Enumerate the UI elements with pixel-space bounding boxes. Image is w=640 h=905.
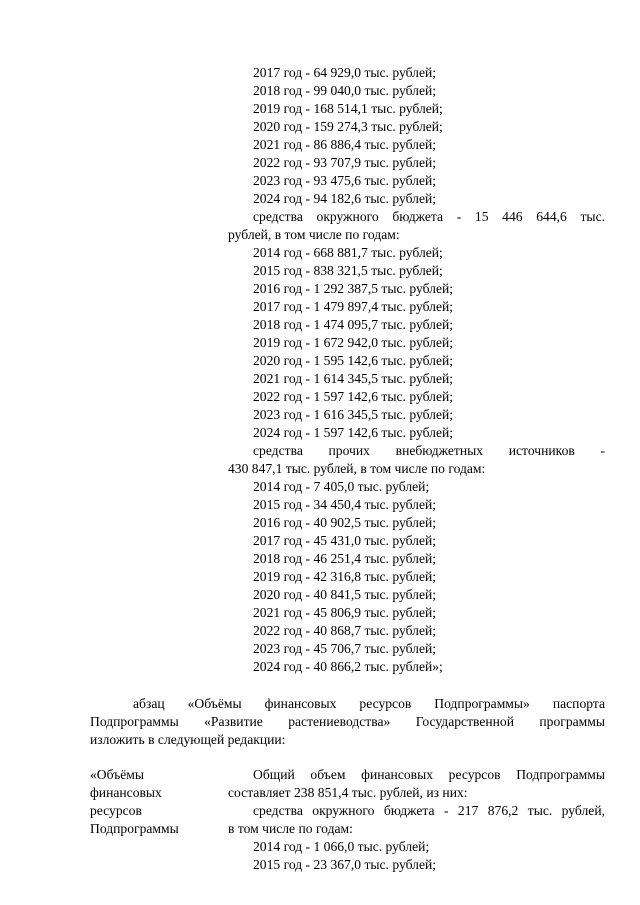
list-item: 2016 год - 40 902,5 тыс. рублей; <box>253 515 437 530</box>
list-item: 2014 год - 7 405,0 тыс. рублей; <box>253 479 430 494</box>
list-item: 2021 год - 45 806,9 тыс. рублей; <box>253 605 437 620</box>
list-item: 2022 год - 1 597 142,6 тыс. рублей; <box>253 389 454 404</box>
table-left-cell: ресурсов <box>90 803 142 818</box>
list-item: 2014 год - 668 881,7 тыс. рублей; <box>253 245 443 260</box>
abzac-line3: изложить в следующей редакции: <box>90 732 286 747</box>
list-item: 2015 год - 34 450,4 тыс. рублей; <box>253 497 437 512</box>
list-item: 2017 год - 64 929,0 тыс. рублей; <box>253 65 437 80</box>
list-item: 2021 год - 1 614 345,5 тыс. рублей; <box>253 371 454 386</box>
table-right-line4: в том числе по годам: <box>228 821 353 836</box>
list-item: 2017 год - 45 431,0 тыс. рублей; <box>253 533 437 548</box>
list-item: 2023 год - 93 475,6 тыс. рублей; <box>253 173 437 188</box>
okrug-intro-line2: рублей, в том числе по годам: <box>228 227 400 242</box>
list-item: 2014 год - 1 066,0 тыс. рублей; <box>253 839 430 854</box>
list-item: 2022 год - 40 868,7 тыс. рублей; <box>253 623 437 638</box>
list-item: 2020 год - 159 274,3 тыс. рублей; <box>253 119 443 134</box>
table-right-line3: средства окружного бюджета - 217 876,2 тыс. рублей, <box>253 803 605 818</box>
list-item: 2018 год - 99 040,0 тыс. рублей; <box>253 83 437 98</box>
table-left-cell: Подпрограммы <box>90 821 179 836</box>
vnebud-intro-line1: средства прочих внебюджетных источников - <box>253 443 605 458</box>
list-item: 2015 год - 838 321,5 тыс. рублей; <box>253 263 443 278</box>
table-right-line1: Общий объем финансовых ресурсов Подпрограммы <box>253 767 605 782</box>
list-item: 2018 год - 1 474 095,7 тыс. рублей; <box>253 317 454 332</box>
list-item: 2019 год - 42 316,8 тыс. рублей; <box>253 569 437 584</box>
table-left-cell: «Объёмы <box>90 767 144 782</box>
list-item: 2023 год - 1 616 345,5 тыс. рублей; <box>253 407 454 422</box>
list-item: 2023 год - 45 706,7 тыс. рублей; <box>253 641 437 656</box>
list-item: 2018 год - 46 251,4 тыс. рублей; <box>253 551 437 566</box>
table-left-cell: финансовых <box>90 785 162 800</box>
abzac-line2: Подпрограммы «Развитие растениеводства» Государственной программы <box>90 714 605 729</box>
list-item: 2015 год - 23 367,0 тыс. рублей; <box>253 857 437 872</box>
list-item: 2024 год - 1 597 142,6 тыс. рублей; <box>253 425 454 440</box>
list-item: 2024 год - 94 182,6 тыс. рублей; <box>253 191 437 206</box>
vnebud-intro-line2: 430 847,1 тыс. рублей, в том числе по годам: <box>228 461 486 476</box>
list-item: 2020 год - 40 841,5 тыс. рублей; <box>253 587 437 602</box>
list-item: 2019 год - 1 672 942,0 тыс. рублей; <box>253 335 454 350</box>
abzac-line1: абзац «Объёмы финансовых ресурсов Подпрограммы» паспорта <box>133 696 605 711</box>
list-item: 2022 год - 93 707,9 тыс. рублей; <box>253 155 437 170</box>
list-item: 2019 год - 168 514,1 тыс. рублей; <box>253 101 443 116</box>
list-item: 2024 год - 40 866,2 тыс. рублей»; <box>253 659 443 674</box>
list-item: 2017 год - 1 479 897,4 тыс. рублей; <box>253 299 454 314</box>
list-item: 2016 год - 1 292 387,5 тыс. рублей; <box>253 281 454 296</box>
okrug-intro-line1: средства окружного бюджета - 15 446 644,6 тыс. <box>253 209 605 224</box>
list-item: 2021 год - 86 886,4 тыс. рублей; <box>253 137 437 152</box>
list-item: 2020 год - 1 595 142,6 тыс. рублей; <box>253 353 454 368</box>
table-right-line2: составляет 238 851,4 тыс. рублей, из них: <box>228 785 468 800</box>
